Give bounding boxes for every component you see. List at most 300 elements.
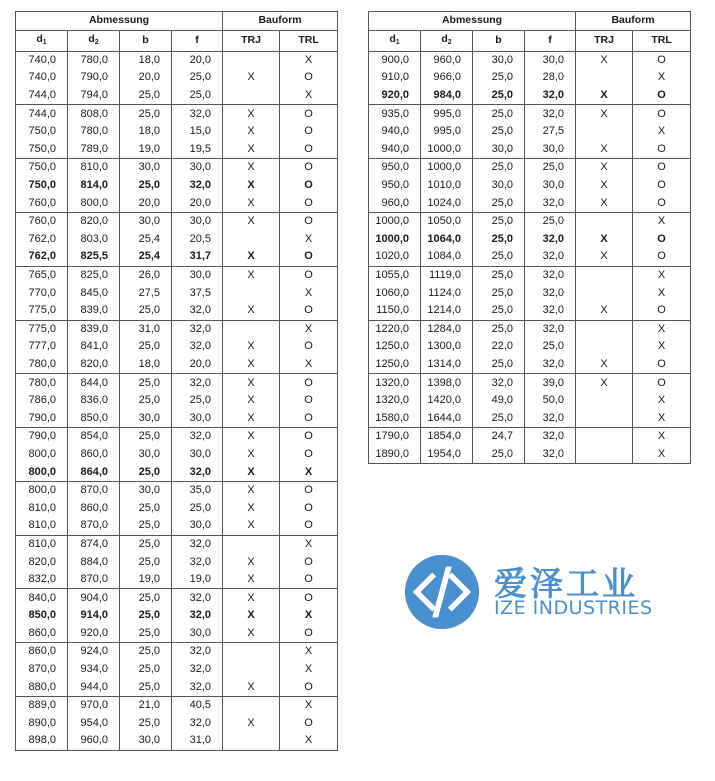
cell-d2: 789,0 xyxy=(68,141,120,159)
cell-trj: X xyxy=(223,446,280,464)
cell-f: 32,0 xyxy=(525,248,576,266)
cell-d1: 800,0 xyxy=(16,463,68,481)
cell-trj xyxy=(223,51,280,69)
cell-b: 25,0 xyxy=(120,553,172,571)
cell-d2: 904,0 xyxy=(68,589,120,607)
cell-trl: X xyxy=(280,284,338,302)
cell-b: 30,0 xyxy=(120,409,172,427)
cell-f: 37,5 xyxy=(172,284,223,302)
cell-b: 18,0 xyxy=(120,51,172,69)
cell-trl: X xyxy=(633,446,691,464)
cell-trj: X xyxy=(223,266,280,284)
table-row xyxy=(369,446,691,464)
cell-b: 25,0 xyxy=(120,715,172,733)
cell-trj: X xyxy=(576,159,633,177)
cell-b: 25,0 xyxy=(473,356,525,374)
cell-d1: 800,0 xyxy=(16,481,68,499)
cell-trl: O xyxy=(633,141,691,159)
cell-trj: X xyxy=(223,248,280,266)
cell-d2: 854,0 xyxy=(68,428,120,446)
cell-d1: 790,0 xyxy=(16,428,68,446)
cell-b: 25,0 xyxy=(473,231,525,249)
cell-f: 50,0 xyxy=(525,392,576,410)
cell-b: 32,0 xyxy=(473,374,525,392)
cell-d2: 860,0 xyxy=(68,446,120,464)
table-row xyxy=(16,338,338,356)
cell-d1: 1150,0 xyxy=(369,302,421,320)
cell-trj: X xyxy=(576,105,633,123)
column-header-subscript: 2 xyxy=(94,38,99,46)
cell-d1: 744,0 xyxy=(16,87,68,105)
cell-b: 20,0 xyxy=(120,69,172,87)
table-row xyxy=(16,123,338,141)
cell-trj xyxy=(576,409,633,427)
cell-d2: 1124,0 xyxy=(421,284,473,302)
cell-b: 25,0 xyxy=(120,535,172,553)
cell-trl: O xyxy=(633,159,691,177)
cell-f: 32,0 xyxy=(525,105,576,123)
cell-trl: O xyxy=(280,392,338,410)
cell-trl: O xyxy=(280,589,338,607)
dimension-table-left xyxy=(15,11,338,751)
cell-f: 32,0 xyxy=(172,535,223,553)
cell-trl: O xyxy=(633,177,691,195)
cell-b: 25,0 xyxy=(473,69,525,87)
cell-b: 31,0 xyxy=(120,320,172,338)
cell-d1: 777,0 xyxy=(16,338,68,356)
cell-b: 22,0 xyxy=(473,338,525,356)
cell-trl: O xyxy=(633,374,691,392)
cell-b: 25,0 xyxy=(120,105,172,123)
cell-d1: 840,0 xyxy=(16,589,68,607)
table-row xyxy=(16,499,338,517)
cell-trl: O xyxy=(280,481,338,499)
cell-d2: 1024,0 xyxy=(421,194,473,212)
cell-d1: 790,0 xyxy=(16,409,68,427)
cell-b: 25,0 xyxy=(120,625,172,643)
cell-f: 32,0 xyxy=(172,105,223,123)
cell-trj xyxy=(223,661,280,679)
cell-d2: 960,0 xyxy=(68,732,120,750)
cell-d2: 780,0 xyxy=(68,123,120,141)
cell-trj: X xyxy=(223,625,280,643)
column-header-label: d xyxy=(441,32,448,45)
cell-trl: O xyxy=(280,302,338,320)
cell-d2: 836,0 xyxy=(68,392,120,410)
cell-d2: 808,0 xyxy=(68,105,120,123)
cell-trl: O xyxy=(280,177,338,195)
cell-d2: 820,0 xyxy=(68,356,120,374)
cell-f: 40,5 xyxy=(172,696,223,714)
cell-trj: X xyxy=(223,338,280,356)
cell-f: 30,0 xyxy=(525,177,576,195)
cell-b: 25,0 xyxy=(120,463,172,481)
cell-b: 25,0 xyxy=(473,194,525,212)
cell-b: 25,0 xyxy=(120,678,172,696)
cell-f: 25,0 xyxy=(525,338,576,356)
cell-trl: O xyxy=(280,194,338,212)
cell-d1: 800,0 xyxy=(16,446,68,464)
cell-f: 30,0 xyxy=(172,517,223,535)
table-row xyxy=(16,463,338,481)
table-row xyxy=(16,678,338,696)
cell-trj xyxy=(223,231,280,249)
cell-b: 25,0 xyxy=(120,177,172,195)
cell-b: 30,0 xyxy=(473,141,525,159)
table-row xyxy=(16,302,338,320)
cell-d1: 920,0 xyxy=(369,87,421,105)
cell-f: 32,0 xyxy=(172,553,223,571)
cell-d2: 970,0 xyxy=(68,696,120,714)
cell-trj: X xyxy=(223,105,280,123)
cell-trj: X xyxy=(576,141,633,159)
cell-f: 32,0 xyxy=(525,320,576,338)
cell-trj: X xyxy=(223,607,280,625)
cell-f: 32,0 xyxy=(525,87,576,105)
cell-d1: 890,0 xyxy=(16,715,68,733)
cell-f: 25,0 xyxy=(525,159,576,177)
cell-f: 20,5 xyxy=(172,231,223,249)
cell-trj: X xyxy=(576,194,633,212)
cell-f: 30,0 xyxy=(172,212,223,230)
cell-b: 30,0 xyxy=(120,481,172,499)
cell-trl: O xyxy=(280,212,338,230)
cell-d2: 790,0 xyxy=(68,69,120,87)
table-row xyxy=(369,266,691,284)
column-header xyxy=(525,30,576,51)
cell-trl: O xyxy=(633,105,691,123)
cell-trl: X xyxy=(280,463,338,481)
table-row xyxy=(16,553,338,571)
dimension-table-right xyxy=(368,11,691,464)
cell-d1: 1000,0 xyxy=(369,212,421,230)
table-body-left xyxy=(16,51,338,750)
column-header xyxy=(576,30,633,51)
cell-trl: X xyxy=(280,535,338,553)
cell-f: 32,0 xyxy=(172,177,223,195)
cell-b: 25,0 xyxy=(120,374,172,392)
cell-trl: X xyxy=(633,409,691,427)
cell-d1: 780,0 xyxy=(16,356,68,374)
cell-trj: X xyxy=(223,69,280,87)
table-row xyxy=(16,105,338,123)
cell-b: 25,0 xyxy=(120,499,172,517)
cell-f: 31,0 xyxy=(172,732,223,750)
cell-d1: 1320,0 xyxy=(369,392,421,410)
cell-trj: X xyxy=(576,356,633,374)
cell-b: 25,0 xyxy=(120,87,172,105)
cell-d2: 954,0 xyxy=(68,715,120,733)
cell-trj: X xyxy=(223,428,280,446)
cell-b: 25,0 xyxy=(120,517,172,535)
cell-f: 25,0 xyxy=(172,87,223,105)
cell-trl: O xyxy=(633,231,691,249)
table-row xyxy=(369,338,691,356)
table-row xyxy=(16,446,338,464)
cell-trj xyxy=(576,428,633,446)
cell-trl: O xyxy=(633,87,691,105)
cell-trj: X xyxy=(223,678,280,696)
cell-d1: 786,0 xyxy=(16,392,68,410)
cell-trj: X xyxy=(223,463,280,481)
cell-d1: 1250,0 xyxy=(369,338,421,356)
cell-trj: X xyxy=(223,571,280,589)
cell-b: 25,0 xyxy=(120,338,172,356)
cell-d2: 850,0 xyxy=(68,409,120,427)
column-header-row xyxy=(369,30,691,51)
logo-text-english: IZE INDUSTRIES xyxy=(494,597,653,619)
header-bauform: Bauform xyxy=(223,12,338,31)
cell-trj xyxy=(223,643,280,661)
cell-trj: X xyxy=(576,177,633,195)
cell-trl: O xyxy=(280,159,338,177)
cell-b: 30,0 xyxy=(120,732,172,750)
cell-d1: 780,0 xyxy=(16,374,68,392)
cell-trl: X xyxy=(633,284,691,302)
column-header-label: f xyxy=(548,34,552,47)
cell-d2: 995,0 xyxy=(421,105,473,123)
cell-d2: 1000,0 xyxy=(421,141,473,159)
table-row xyxy=(16,428,338,446)
cell-d2: 1010,0 xyxy=(421,177,473,195)
table-row xyxy=(16,69,338,87)
cell-trl: O xyxy=(280,715,338,733)
cell-d1: 740,0 xyxy=(16,69,68,87)
cell-d1: 889,0 xyxy=(16,696,68,714)
cell-d2: 1954,0 xyxy=(421,446,473,464)
column-header xyxy=(280,30,338,51)
cell-d2: 1854,0 xyxy=(421,428,473,446)
cell-d1: 832,0 xyxy=(16,571,68,589)
column-header xyxy=(421,30,473,51)
cell-trj xyxy=(223,320,280,338)
column-header xyxy=(633,30,691,51)
cell-d1: 810,0 xyxy=(16,499,68,517)
cell-f: 19,5 xyxy=(172,141,223,159)
cell-b: 30,0 xyxy=(120,159,172,177)
cell-d2: 825,5 xyxy=(68,248,120,266)
cell-d1: 898,0 xyxy=(16,732,68,750)
cell-b: 25,0 xyxy=(473,123,525,141)
cell-trl: O xyxy=(280,374,338,392)
column-header-subscript: 1 xyxy=(395,38,400,46)
cell-d1: 1000,0 xyxy=(369,231,421,249)
cell-f: 32,0 xyxy=(525,302,576,320)
cell-trl: X xyxy=(633,123,691,141)
cell-f: 32,0 xyxy=(172,715,223,733)
table-row xyxy=(16,661,338,679)
cell-d1: 762,0 xyxy=(16,248,68,266)
cell-b: 30,0 xyxy=(473,177,525,195)
cell-b: 49,0 xyxy=(473,392,525,410)
cell-d2: 874,0 xyxy=(68,535,120,553)
cell-f: 32,0 xyxy=(525,356,576,374)
cell-trl: X xyxy=(633,428,691,446)
cell-trj: X xyxy=(223,177,280,195)
cell-d2: 1644,0 xyxy=(421,409,473,427)
cell-f: 25,0 xyxy=(525,212,576,230)
cell-f: 32,0 xyxy=(525,284,576,302)
cell-d1: 750,0 xyxy=(16,159,68,177)
header-abmessung: Abmessung xyxy=(369,12,576,31)
cell-trl: O xyxy=(633,248,691,266)
column-header-label: f xyxy=(195,34,199,47)
table-row xyxy=(16,194,338,212)
cell-trj: X xyxy=(223,374,280,392)
cell-trj xyxy=(576,266,633,284)
cell-d1: 762,0 xyxy=(16,231,68,249)
table-row xyxy=(16,589,338,607)
cell-f: 32,0 xyxy=(172,338,223,356)
cell-d2: 839,0 xyxy=(68,302,120,320)
cell-trj: X xyxy=(223,212,280,230)
cell-trj xyxy=(576,69,633,87)
table-row xyxy=(369,51,691,69)
cell-d2: 825,0 xyxy=(68,266,120,284)
table-row xyxy=(369,356,691,374)
column-header-label: b xyxy=(495,34,502,47)
header-bauform: Bauform xyxy=(576,12,691,31)
column-header xyxy=(68,30,120,51)
cell-b: 21,0 xyxy=(120,696,172,714)
cell-d1: 870,0 xyxy=(16,661,68,679)
cell-trl: O xyxy=(633,194,691,212)
cell-trl: X xyxy=(280,231,338,249)
cell-b: 25,0 xyxy=(473,87,525,105)
column-header-label: d xyxy=(88,32,95,45)
table-row xyxy=(16,231,338,249)
cell-f: 32,0 xyxy=(172,428,223,446)
cell-d2: 1300,0 xyxy=(421,338,473,356)
table-row xyxy=(369,320,691,338)
table-row xyxy=(369,392,691,410)
cell-trl: O xyxy=(280,428,338,446)
cell-d1: 760,0 xyxy=(16,194,68,212)
cell-d1: 1580,0 xyxy=(369,409,421,427)
cell-trl: O xyxy=(280,69,338,87)
cell-d1: 765,0 xyxy=(16,266,68,284)
cell-d1: 850,0 xyxy=(16,607,68,625)
cell-trj xyxy=(576,212,633,230)
cell-trj: X xyxy=(223,141,280,159)
cell-f: 30,0 xyxy=(525,51,576,69)
cell-trl: O xyxy=(280,338,338,356)
cell-d1: 940,0 xyxy=(369,123,421,141)
cell-d1: 744,0 xyxy=(16,105,68,123)
cell-d2: 1064,0 xyxy=(421,231,473,249)
cell-d1: 750,0 xyxy=(16,141,68,159)
cell-d2: 844,0 xyxy=(68,374,120,392)
cell-d2: 841,0 xyxy=(68,338,120,356)
cell-trj: X xyxy=(223,194,280,212)
cell-d2: 1119,0 xyxy=(421,266,473,284)
cell-trj: X xyxy=(223,302,280,320)
column-header xyxy=(223,30,280,51)
cell-f: 32,0 xyxy=(172,374,223,392)
cell-d1: 810,0 xyxy=(16,517,68,535)
cell-d2: 800,0 xyxy=(68,194,120,212)
cell-d2: 1214,0 xyxy=(421,302,473,320)
cell-f: 19,0 xyxy=(172,571,223,589)
cell-b: 26,0 xyxy=(120,266,172,284)
cell-b: 25,0 xyxy=(120,302,172,320)
table-row xyxy=(369,105,691,123)
cell-d2: 1398,0 xyxy=(421,374,473,392)
table-row xyxy=(369,194,691,212)
cell-f: 32,0 xyxy=(172,607,223,625)
cell-trl: X xyxy=(633,266,691,284)
cell-trj: X xyxy=(223,123,280,141)
cell-trj: X xyxy=(223,589,280,607)
cell-b: 25,0 xyxy=(473,302,525,320)
cell-d1: 1020,0 xyxy=(369,248,421,266)
cell-d1: 910,0 xyxy=(369,69,421,87)
cell-d2: 794,0 xyxy=(68,87,120,105)
cell-d2: 1314,0 xyxy=(421,356,473,374)
cell-d1: 1250,0 xyxy=(369,356,421,374)
cell-b: 25,0 xyxy=(473,248,525,266)
cell-b: 25,0 xyxy=(473,284,525,302)
table-row xyxy=(16,517,338,535)
cell-f: 32,0 xyxy=(172,643,223,661)
cell-b: 25,0 xyxy=(120,428,172,446)
cell-d2: 966,0 xyxy=(421,69,473,87)
cell-f: 20,0 xyxy=(172,356,223,374)
cell-trl: X xyxy=(280,87,338,105)
cell-trl: O xyxy=(633,356,691,374)
table-row xyxy=(369,69,691,87)
cell-b: 25,0 xyxy=(120,589,172,607)
cell-f: 32,0 xyxy=(172,661,223,679)
cell-trj: X xyxy=(576,51,633,69)
cell-f: 32,0 xyxy=(172,463,223,481)
cell-trl: O xyxy=(280,571,338,589)
column-header-label: d xyxy=(36,32,43,45)
cell-trj xyxy=(223,284,280,302)
cell-d2: 864,0 xyxy=(68,463,120,481)
table-row xyxy=(16,643,338,661)
cell-b: 30,0 xyxy=(473,51,525,69)
table-row xyxy=(369,374,691,392)
cell-f: 20,0 xyxy=(172,51,223,69)
cell-f: 30,0 xyxy=(172,266,223,284)
cell-f: 30,0 xyxy=(525,141,576,159)
cell-trj xyxy=(223,696,280,714)
cell-f: 25,0 xyxy=(172,69,223,87)
cell-trl: O xyxy=(280,141,338,159)
cell-b: 18,0 xyxy=(120,356,172,374)
cell-b: 25,4 xyxy=(120,248,172,266)
cell-d1: 1320,0 xyxy=(369,374,421,392)
cell-f: 32,0 xyxy=(525,231,576,249)
cell-d1: 960,0 xyxy=(369,194,421,212)
cell-d1: 950,0 xyxy=(369,177,421,195)
table-row xyxy=(16,356,338,374)
table-body-right xyxy=(369,51,691,464)
cell-d2: 810,0 xyxy=(68,159,120,177)
table-row xyxy=(16,284,338,302)
cell-trl: X xyxy=(280,320,338,338)
cell-d2: 1284,0 xyxy=(421,320,473,338)
cell-d2: 960,0 xyxy=(421,51,473,69)
cell-f: 32,0 xyxy=(525,409,576,427)
column-header-label: d xyxy=(389,32,396,45)
cell-d1: 775,0 xyxy=(16,302,68,320)
cell-trj: X xyxy=(223,356,280,374)
table-row xyxy=(16,141,338,159)
cell-trj xyxy=(576,338,633,356)
cell-trl: O xyxy=(280,409,338,427)
